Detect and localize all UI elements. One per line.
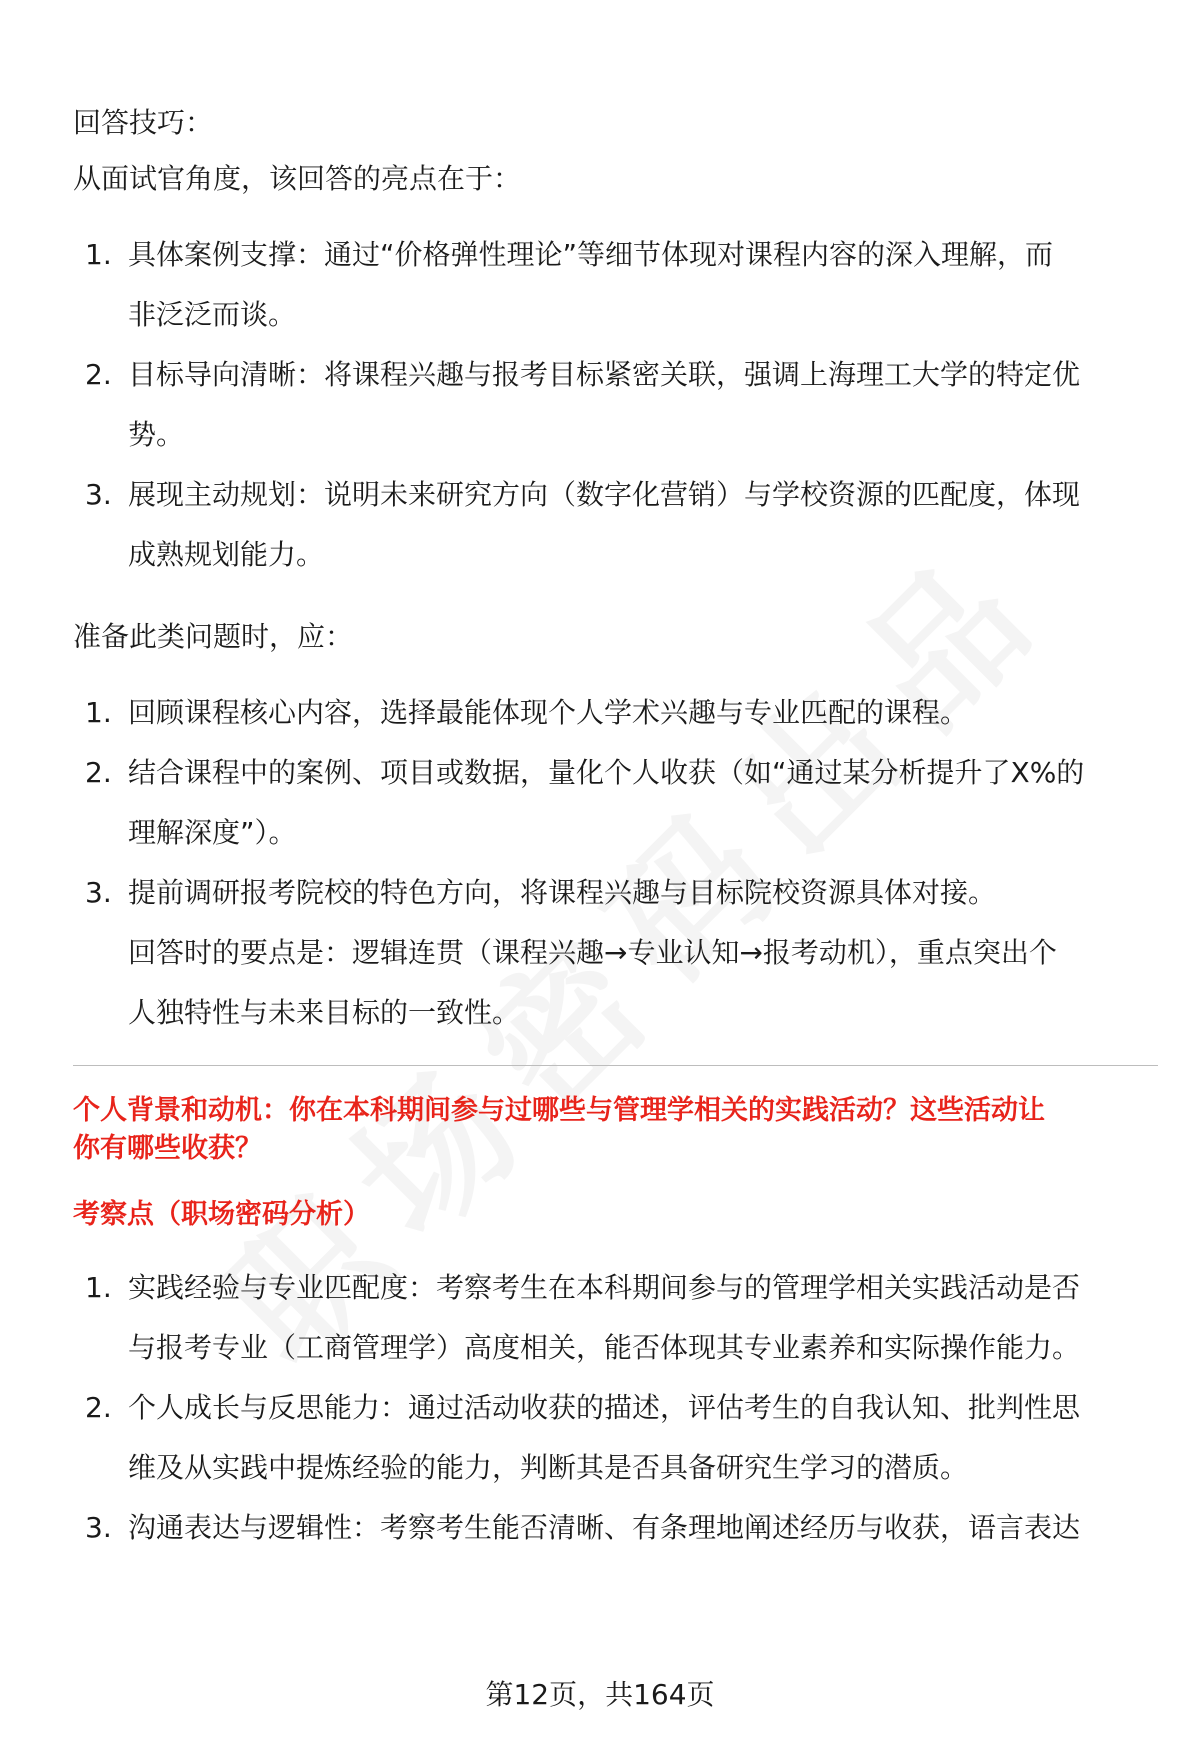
list-number: 2. [85, 358, 112, 391]
list-item [73, 345, 1158, 465]
divider [73, 1065, 1158, 1066]
question-title-cont: 你有哪些收获？ [73, 1133, 262, 1164]
list-text: 理解深度”）。 [128, 816, 297, 849]
assessment-heading: 考察点（职场密码分析） [73, 1199, 370, 1230]
list-text: 成熟规划能力。 [128, 538, 325, 571]
list-number: 2. [85, 756, 112, 789]
list-item [73, 1258, 1158, 1378]
list-text: 回顾课程核心内容，选择最能体现个人学术兴趣与专业匹配的课程。 [128, 696, 969, 729]
list-text: 回答时的要点是：逻辑连贯（课程兴趣→专业认知→报考动机），重点突出个 [128, 936, 1057, 969]
highlights-list [73, 225, 1158, 585]
list-item [73, 683, 1158, 743]
list-text: 目标导向清晰：将课程兴趣与报考目标紧密关联，强调上海理工大学的特定优 [128, 358, 1081, 391]
list-item [73, 225, 1158, 345]
list-text: 沟通表达与逻辑性：考察考生能否清晰、有条理地阐述经历与收获，语言表达 [128, 1511, 1081, 1544]
list-text: 提前调研报考院校的特色方向，将课程兴趣与目标院校资源具体对接。 [128, 876, 997, 909]
list-item [73, 743, 1158, 863]
list-text: 展现主动规划：说明未来研究方向（数字化营销）与学校资源的匹配度，体现 [128, 478, 1081, 511]
list-text: 非泛泛而谈。 [128, 298, 297, 331]
list-item [73, 1498, 1158, 1558]
list-text: 结合课程中的案例、项目或数据，量化个人收获（如“通过某分析提升了X%的 [128, 756, 1085, 789]
question-title: 个人背景和动机：你在本科期间参与过哪些与管理学相关的实践活动？这些活动让 [73, 1095, 1045, 1126]
list-number: 1. [85, 696, 112, 729]
list-number: 1. [85, 1271, 112, 1304]
list-number: 1. [85, 238, 112, 271]
list-text: 人独特性与未来目标的一致性。 [128, 996, 521, 1029]
list-item [73, 1378, 1158, 1498]
list-number: 3. [85, 876, 112, 909]
list-text: 维及从实践中提炼经验的能力，判断其是否具备研究生学习的潜质。 [128, 1451, 969, 1484]
page-content [73, 95, 1158, 1558]
section-heading: 回答技巧： [73, 106, 214, 139]
list-number: 2. [85, 1391, 112, 1424]
assessment-list [73, 1258, 1158, 1558]
list-text: 个人成长与反思能力：通过活动收获的描述，评估考生的自我认知、批判性思 [128, 1391, 1081, 1424]
list-item [73, 863, 1158, 1043]
section-intro: 从面试官角度，该回答的亮点在于： [73, 162, 522, 195]
list-text: 势。 [128, 418, 185, 451]
section-intro: 准备此类问题时，应： [73, 620, 354, 653]
list-number: 3. [85, 1511, 112, 1544]
list-number: 3. [85, 478, 112, 511]
list-text: 与报考专业（工商管理学）高度相关，能否体现其专业素养和实际操作能力。 [128, 1331, 1081, 1364]
list-text: 具体案例支撑：通过“价格弹性理论”等细节体现对课程内容的深入理解，而 [128, 238, 1054, 271]
page-number: 第12页，共164页 [485, 1678, 715, 1711]
list-item [73, 465, 1158, 585]
list-text: 实践经验与专业匹配度：考察考生在本科期间参与的管理学相关实践活动是否 [128, 1271, 1081, 1304]
preparation-list [73, 683, 1158, 1043]
